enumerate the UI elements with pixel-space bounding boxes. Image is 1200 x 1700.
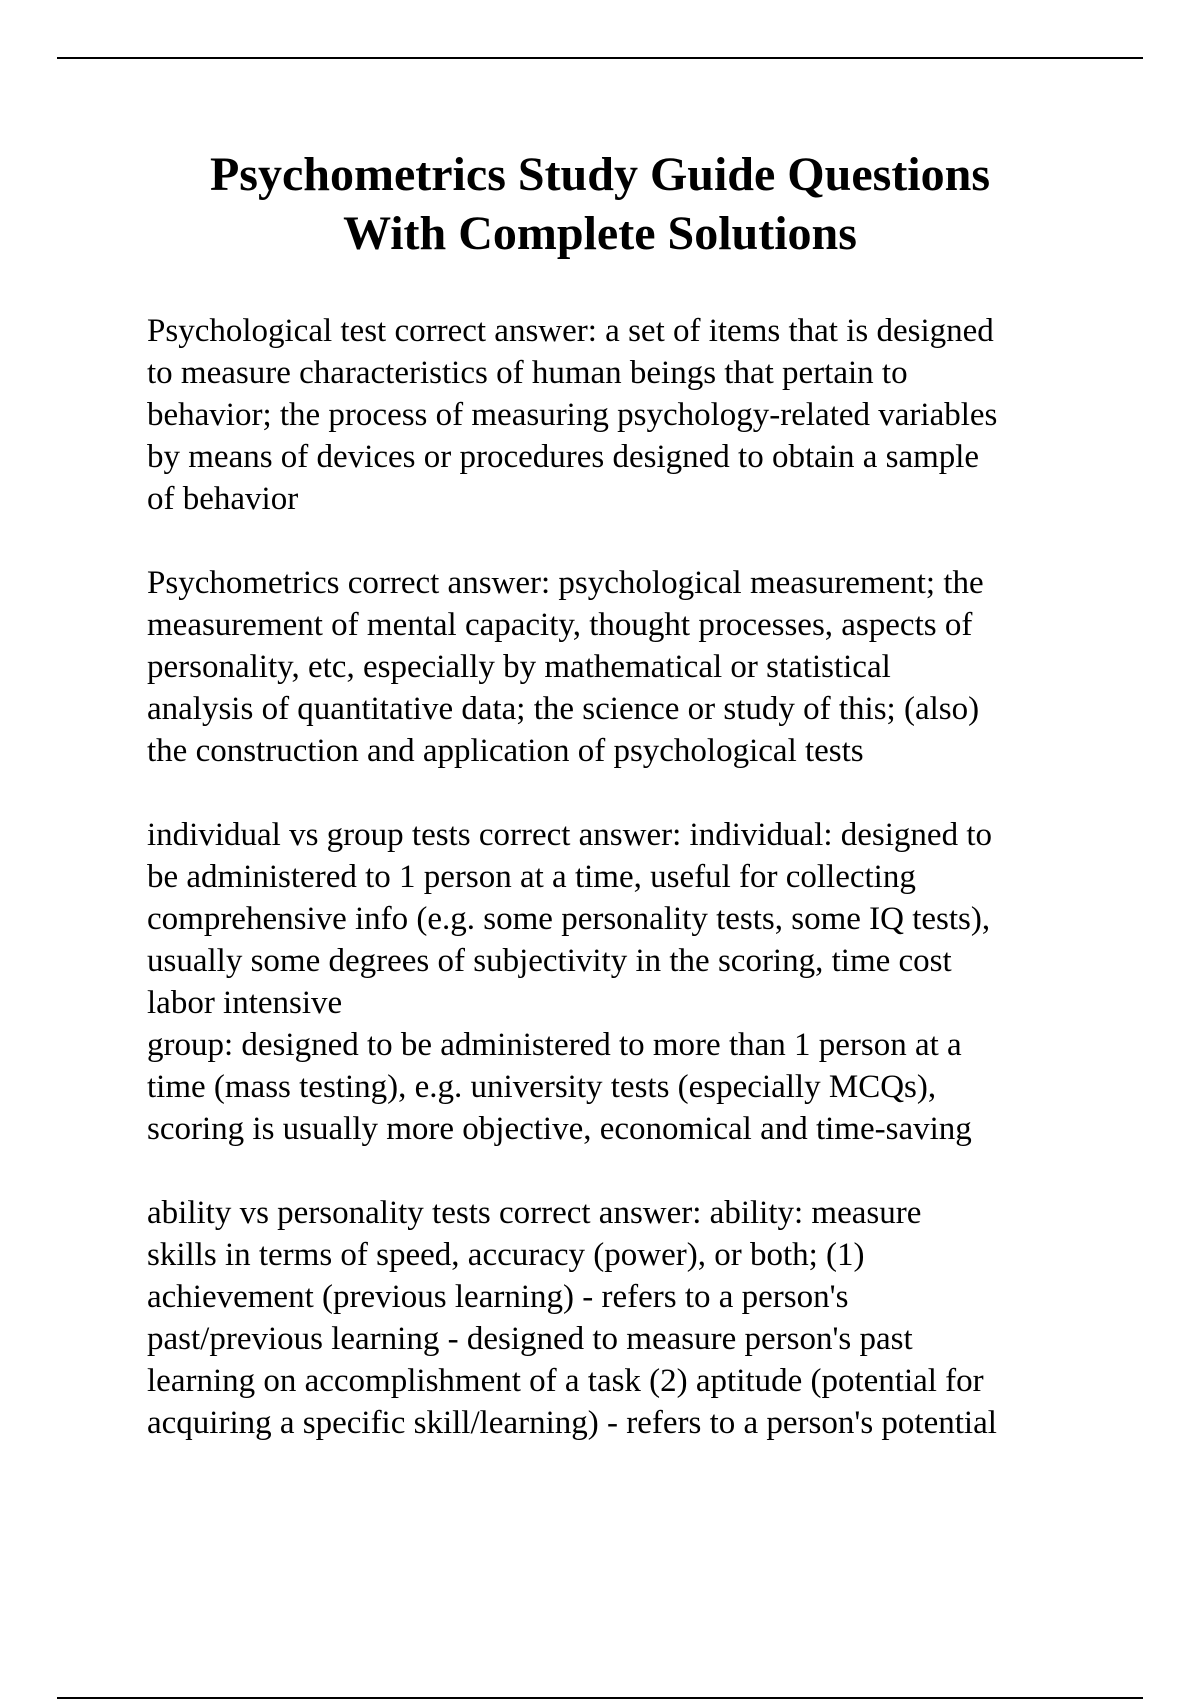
text-line: to measure characteristics of human beings that pertain to [147,355,908,391]
text-line: time (mass testing), e.g. university tests (especially MCQs), [147,1069,937,1105]
text-line: behavior; the process of measuring psychology-related variables [147,397,998,433]
text-line: measurement of mental capacity, thought processes, aspects of [147,607,973,643]
text-line: learning on accomplishment of a task (2) aptitude (potential for [147,1363,984,1399]
text-line: comprehensive info (e.g. some personality tests, some IQ tests), [147,901,991,937]
text-line: of behavior [147,481,299,517]
entry-ability-vs-personality-tests [147,1192,1107,1444]
bottom-rule [57,1697,1143,1699]
entry-psychological-test [147,310,1107,520]
document-title [150,145,1050,263]
text-line: analysis of quantitative data; the science or study of this; (also) [147,691,980,727]
text-line: scoring is usually more objective, economical and time-saving [147,1111,972,1147]
text-line: acquiring a specific skill/learning) - refers to a person's potential [147,1405,997,1441]
text-line: usually some degrees of subjectivity in the scoring, time cost [147,943,952,979]
top-rule [57,57,1143,59]
text-line: achievement (previous learning) - refers to a person's [147,1279,849,1315]
title-line: Psychometrics Study Guide Questions [209,148,991,201]
text-line: Psychometrics correct answer: psychological measurement; the [147,565,984,601]
title-line: With Complete Solutions [343,207,857,260]
text-line: Psychological test correct answer: a set of items that is designed [147,313,994,349]
text-line: labor intensive [147,985,343,1021]
text-line: the construction and application of psychological tests [147,733,864,769]
text-line: be administered to 1 person at a time, useful for collecting [147,859,916,895]
entry-individual-vs-group-tests [147,814,1107,1150]
text-line: individual vs group tests correct answer: individual: designed to [147,817,992,853]
text-line: past/previous learning - designed to measure person's past [147,1321,913,1357]
text-line: skills in terms of speed, accuracy (power), or both; (1) [147,1237,865,1273]
text-line: personality, etc, especially by mathematical or statistical [147,649,891,685]
text-line: ability vs personality tests correct answer: ability: measure [147,1195,922,1231]
entry-psychometrics [147,562,1107,772]
document-body [147,310,1107,1486]
text-line: group: designed to be administered to more than 1 person at a [147,1027,962,1063]
text-line: by means of devices or procedures designed to obtain a sample [147,439,980,475]
